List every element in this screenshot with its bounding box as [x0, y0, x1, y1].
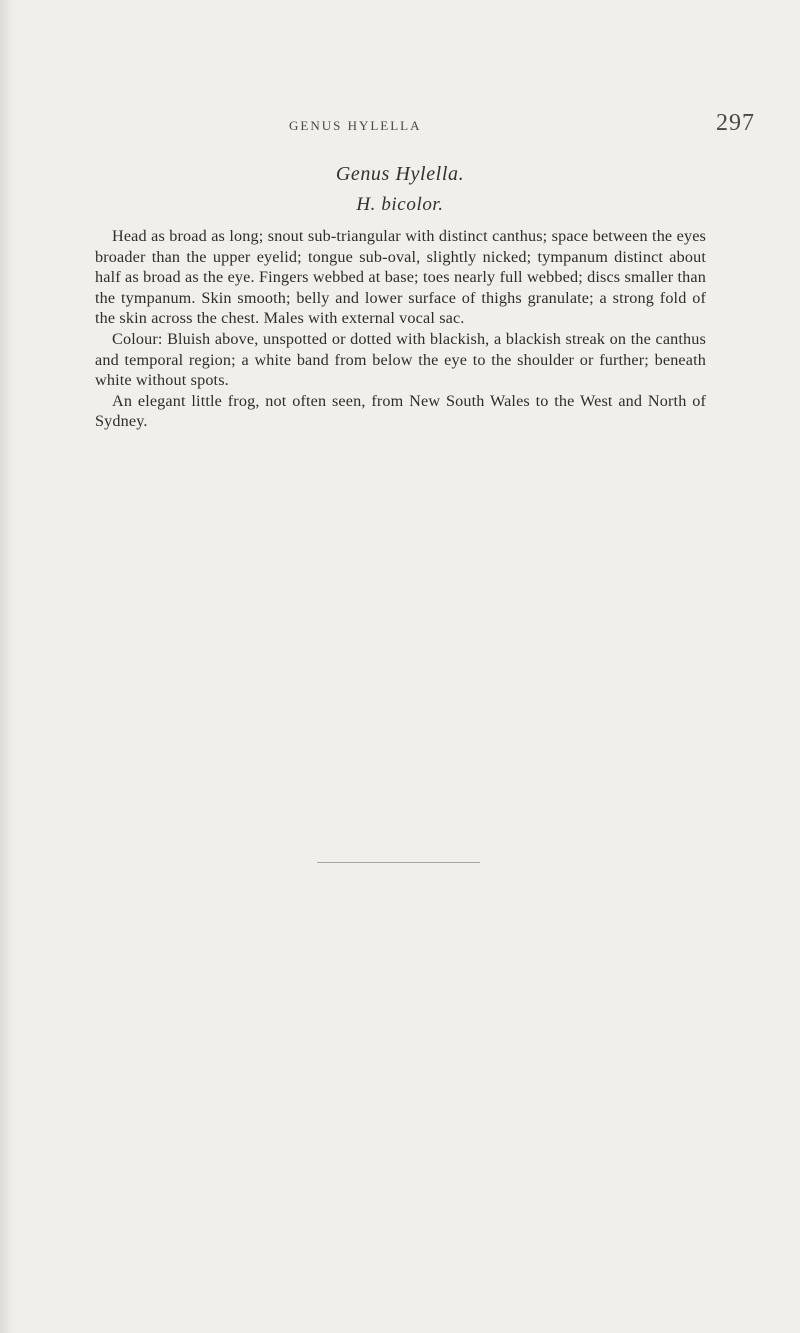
- paragraph-description: Head as broad as long; snout sub-triangular with distinct canthus; space between the eyes broader than the upper eyelid; tongue sub-oval, slightly nicked; tympanum distinct about half as broad as the eye. Fingers webbed at base; toes nearly full webbed; discs smaller than the tympanum. Skin smooth; belly and lower surface of thighs granulate; a strong fold of the skin across the chest. Males with external vocal sac.: [95, 227, 706, 328]
- section-divider: [317, 862, 480, 863]
- running-title: GENUS HYLELLA: [289, 118, 422, 133]
- species-description: [95, 226, 706, 432]
- species-heading: H. bicolor.: [356, 194, 444, 215]
- page-number: 297: [716, 110, 755, 136]
- running-head: [0, 112, 800, 152]
- paragraph-distribution: An elegant little frog, not often seen, from New South Wales to the West and North of Sydney.: [95, 391, 706, 431]
- genus-heading: Genus Hylella.: [335, 163, 465, 185]
- paragraph-colour: Colour: Bluish above, unspotted or dotted with blackish, a blackish streak on the canthus and temporal region; a white band from below the eye to the shoulder or further; beneath white without spots.: [95, 329, 706, 390]
